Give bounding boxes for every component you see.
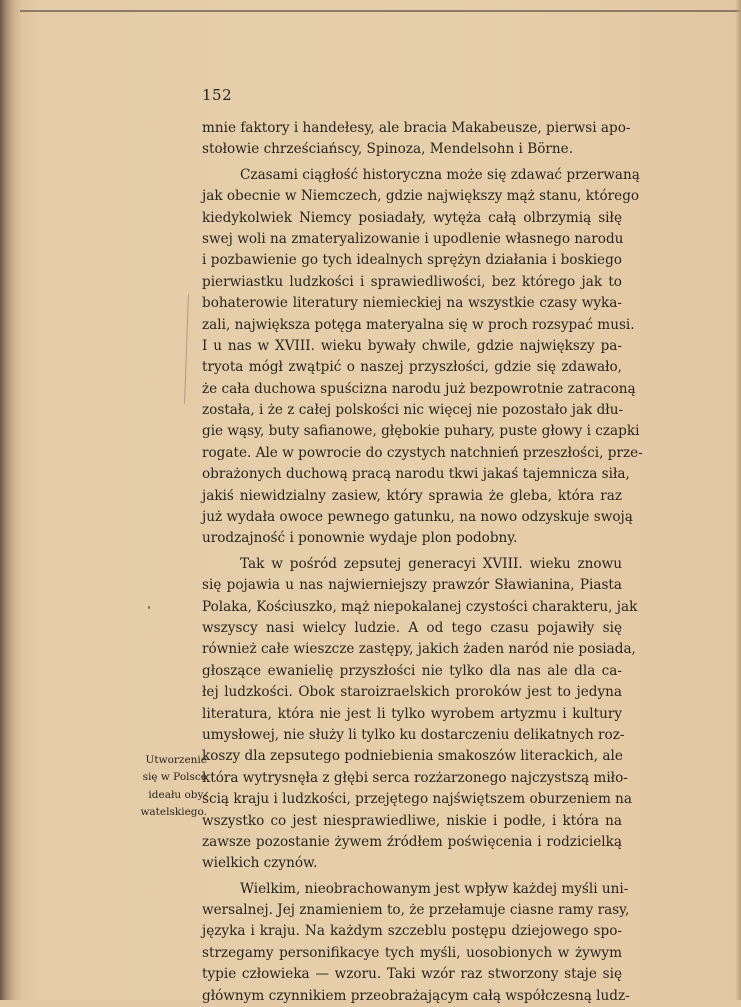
text-line: urodzajność i ponownie wydaje plon podobny. [202, 530, 518, 547]
text-line: gie wąsy, buty safianowe, głębokie puhary, puste głowy i czapki [202, 423, 640, 440]
paragraph [202, 554, 638, 875]
page-right-edge [735, 0, 741, 1000]
text-line: stołowie chrześciańscy, Spinoza, Mendelsohn i Börne. [202, 141, 574, 158]
body-text [202, 118, 643, 1007]
text-line: głoszące ewanielię przyszłości nie tylko dla nas ale dla ca- [202, 662, 622, 679]
page-number: 152 [202, 86, 233, 104]
margin-note [133, 752, 207, 822]
text-line: Tak w pośród zepsutej generacyi XVIII. wieku znowu [240, 555, 622, 572]
text-line: łej ludzkości. Obok staroizraelskich proroków jest to jedyna [202, 684, 622, 701]
paragraph [202, 118, 631, 161]
text-line: Polaka, Kościuszko, mąż niepokalanej czystości charakteru, jak [202, 598, 638, 615]
text-line: kiedykolwiek Niemcy posiadały, wytęża całą olbrzymią siłę [202, 209, 622, 226]
paper-speck [148, 606, 150, 609]
text-line: swej woli na zmateryalizowanie i upodlenie własnego narodu [202, 230, 624, 247]
text-line: zali, największa potęga materyalna się w proch rozsypać musi. [202, 316, 635, 333]
text-line: już wydała owoce pewnego gatunku, na nowo odzyskuje swoją [202, 509, 633, 526]
text-line: również całe wieszcze zastępy, jakich żaden naród nie posiada, [202, 641, 636, 658]
book-binding-shadow [0, 0, 22, 1000]
text-line: pierwiastku ludzkości i sprawiedliwości, bez którego jak to [202, 273, 622, 290]
text-line: strzegamy personifikacye tych myśli, uosobionych w żywym [202, 944, 622, 961]
text-line: koszy dla zepsutego podniebienia smakoszów literackich, ale [202, 748, 623, 765]
text-line: głównym czynnikiem przeobrażającym całą współczesną ludz- [202, 987, 630, 1004]
text-line: wszyscy nasi wielcy ludzie. A od tego czasu pojawiły się [202, 619, 622, 636]
text-line: bohaterowie literatury niemieckiej na wszystkie czasy wyka- [202, 295, 622, 312]
text-line: typie człowieka — wzoru. Taki wzór raz stworzony staje się [202, 966, 622, 983]
text-line: mnie faktory i handełesy, ale bracia Makabeusze, pierwsi apo- [202, 120, 631, 136]
margin-note-line: się w Polsce [142, 771, 207, 784]
margin-note-line: Utworzenie [145, 754, 207, 766]
text-line: zawsze pozostanie żywem źródłem poświęcenia i rodzicielką [202, 833, 622, 850]
text-line: wielkich czynów. [202, 855, 318, 872]
pencil-margin-mark [184, 294, 192, 404]
margin-note-line: ideału oby- [148, 788, 207, 801]
text-line: rogate. Ale w powrocie do czystych natchnień przeszłości, prze- [202, 444, 643, 461]
text-line: została, i że z całej polskości nic więcej nie pozostało jak dłu- [202, 402, 624, 419]
page-top-edge [20, 10, 741, 12]
text-line: literatura, która nie jest li tylko wyrobem artyzmu i kultury [202, 705, 622, 722]
text-line: wszystko co jest niesprawiedliwe, niskie i podłe, i która na [202, 812, 622, 829]
paragraph [202, 165, 643, 550]
text-line: jakiś niewidzialny zasiew, który sprawia że gleba, która raz [202, 487, 622, 504]
text-line: się pojawia u nas najwierniejszy prawzór Sławianina, Piasta [202, 577, 622, 594]
text-line: Czasami ciągłość historyczna może się zdawać przerwaną [240, 166, 640, 183]
text-line: że cała duchowa spuścizna narodu już bezpowrotnie zatraconą [202, 380, 636, 397]
text-line: jak obecnie w Niemczech, gdzie największy mąż stanu, którego [202, 188, 640, 205]
text-line: umysłowej, nie służy li tylko ku dostarczeniu delikatnych roz- [202, 726, 625, 743]
text-line: języka i kraju. Na każdym szczeblu postępu dziejowego spo- [202, 923, 622, 940]
text-line: wersalnej. Jej znamieniem to, że przełamuje ciasne ramy rasy, [202, 902, 630, 919]
paragraph [202, 879, 630, 1007]
text-line: Wielkim, nieobrachowanym jest wpływ każdej myśli uni- [240, 880, 629, 897]
text-line: obrażonych duchową pracą narodu tkwi jakaś tajemnicza siła, [202, 466, 630, 483]
text-line: i pozbawienie go tych idealnych sprężyn działania i boskiego [202, 252, 622, 269]
text-line: I u nas w XVIII. wieku bywały chwile, gdzie największy pa- [202, 337, 622, 354]
text-line: która wytrysnęła z głębi serca rozżarzonego najczystszą miło- [202, 769, 628, 786]
margin-note-line: watelskiego. [140, 806, 207, 819]
text-line: ścią kraju i ludzkości, przejętego najświętszem oburzeniem na [202, 791, 633, 808]
text-line: tryota mógł zwątpić o naszej przyszłości, gdzie się zdawało, [202, 359, 622, 376]
